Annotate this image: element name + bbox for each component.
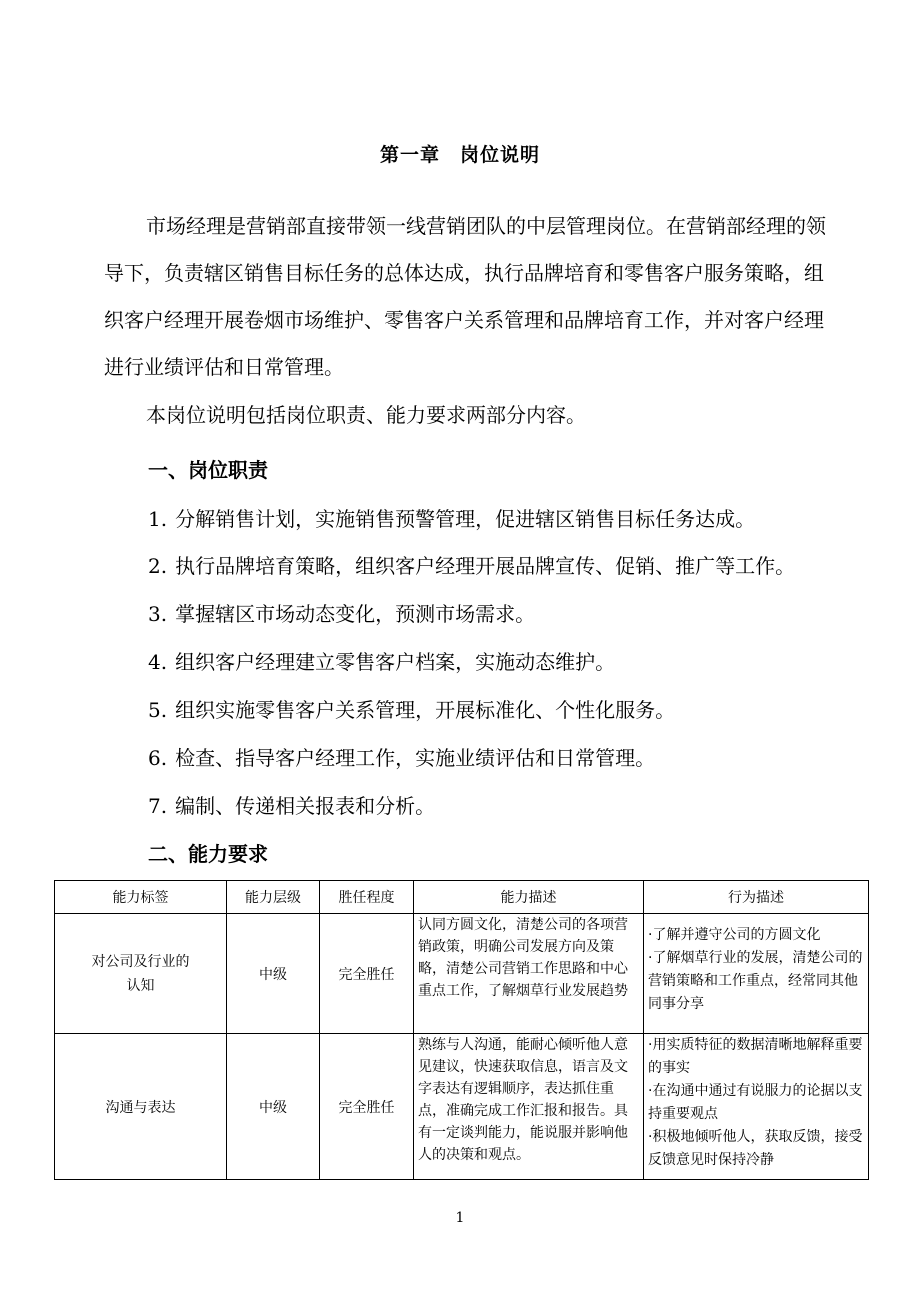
behavior-item: ·在沟通中通过有说服力的论据以支持重要观点 [648,1083,863,1122]
duty-item-5 [148,694,675,723]
duty-number: 1. [148,507,168,531]
section-title-duties: 一、岗位职责 [148,458,268,482]
duty-text: 组织实施零售客户关系管理，开展标准化、个性化服务。 [175,698,676,722]
competence-cell: 完全胜任 [320,914,414,1034]
duty-item-4 [148,646,615,675]
table-header-row [55,881,869,914]
intro-paragraph-2: 本岗位说明包括岗位职责、能力要求两部分内容。 [146,403,586,427]
ability-label-cell: 沟通与表达 [55,1034,227,1180]
duty-item-3 [148,598,535,627]
duty-number: 5. [148,698,168,722]
duty-text: 掌握辖区市场动态变化，预测市场需求。 [175,602,536,626]
duty-number: 2. [148,554,168,578]
page-number: 1 [455,1210,465,1226]
ability-description-cell: 认同方圆文化，清楚公司的各项营销政策，明确公司发展方向及策略，清楚公司营销工作思路和中心重点工作，了解烟草行业发展趋势 [414,914,644,1034]
chapter-title: 第一章 岗位说明 [379,144,540,166]
section-title-abilities: 二、能力要求 [148,842,268,866]
table-row [55,914,869,1034]
header-ability-description: 能力描述 [414,881,644,914]
ability-level-cell: 中级 [227,1034,320,1180]
ability-table [54,880,869,1180]
duty-item-2 [148,550,795,579]
behavior-item: ·积极地倾听他人，获取反馈，接受反馈意见时保持冷静 [648,1129,863,1168]
header-ability-label: 能力标签 [55,881,227,914]
duty-text: 编制、传递相关报表和分析。 [175,794,436,818]
behavior-item: ·了解并遵守公司的方圆文化 [648,927,821,943]
ability-description-cell: 熟练与人沟通，能耐心倾听他人意见建议，快速获取信息，语言及文字表达有逻辑顺序，表达抓住重点，准确完成工作汇报和报告。具有一定谈判能力，能说服并影响他人的决策和观点。 [414,1034,644,1180]
duty-number: 3. [148,602,168,626]
competence-cell: 完全胜任 [320,1034,414,1180]
duty-item-6 [148,742,655,771]
duty-item-7 [148,790,435,819]
behavior-item: ·了解烟草行业的发展，清楚公司的营销策略和工作重点，经常同其他同事分享 [648,950,863,1012]
duty-number: 4. [148,650,168,674]
table-row [55,1034,869,1180]
header-behavior-description: 行为描述 [644,881,869,914]
duty-item-1 [148,503,755,532]
behavior-item: ·用实质特征的数据清晰地解释重要的事实 [648,1037,863,1076]
duty-text: 检查、指导客户经理工作，实施业绩评估和日常管理。 [175,746,656,770]
duty-text: 执行品牌培育策略，组织客户经理开展品牌宣传、促销、推广等工作。 [175,554,796,578]
duty-number: 7. [148,794,168,818]
ability-level-cell: 中级 [227,914,320,1034]
ability-label-cell: 对公司及行业的认知 [55,914,227,1034]
header-ability-level: 能力层级 [227,881,320,914]
duty-text: 分解销售计划，实施销售预警管理，促进辖区销售目标任务达成。 [175,507,756,531]
behavior-description-cell [644,914,869,1034]
intro-paragraph-1: 市场经理是营销部直接带领一线营销团队的中层管理岗位。在营销部经理的领导下，负责辖区销售目标任务的总体达成，执行品牌培育和零售客户服务策略，组织客户经理开展卷烟市场维护、零售客户关系管理和品牌培育工作，并对客户经理进行业绩评估和日常管理。 [104,214,826,379]
duty-text: 组织客户经理建立零售客户档案，实施动态维护。 [175,650,616,674]
header-competence: 胜任程度 [320,881,414,914]
duty-number: 6. [148,746,168,770]
behavior-description-cell [644,1034,869,1180]
